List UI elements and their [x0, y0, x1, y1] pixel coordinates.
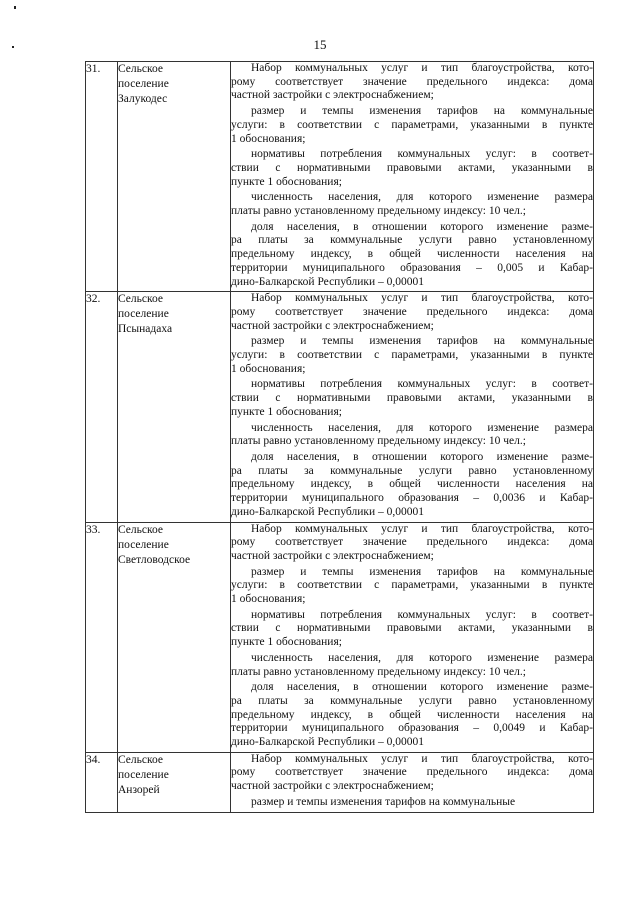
description-line: Набор коммунальных услуг и тип благоустройства, кото- [251, 752, 593, 765]
description-line: дино-Балкарской Республики – 0,00001 [231, 505, 425, 518]
row-number: 31. [86, 62, 118, 292]
description-line: предельному индексу, в общей численности населения на [231, 248, 593, 261]
description-line: размер и темпы изменения тарифов на коммунальные [251, 795, 516, 808]
description-line: численность населения, для которого изменение размера [251, 421, 593, 434]
description-line: платы равно установленному предельному индексу: 10 чел.; [231, 205, 526, 218]
description-line: частной застройки с электроснабжением; [231, 319, 434, 332]
description-line: численность населения, для которого изменение размера [251, 191, 593, 204]
description-line: Набор коммунальных услуг и тип благоустройства, кото- [251, 522, 593, 535]
description-line: услуги: в соответствии с параметрами, указанными в пункте [231, 579, 593, 592]
description-line: доля населения, в отношении которого изменение разме- [251, 450, 593, 463]
settlement-name [118, 522, 231, 752]
description-line: рому соответствует значение предельного индекса: дома [231, 536, 593, 549]
description-line: частной застройки с электроснабжением; [231, 89, 434, 102]
description-line: размер и темпы изменения тарифов на коммунальные [251, 565, 593, 578]
description-line: территории муниципального образования – 0,005 и Кабар- [231, 261, 593, 274]
description-line: рому соответствует значение предельного индекса: дома [231, 75, 593, 88]
description-paragraph [231, 681, 593, 750]
description-line: ра платы за коммунальные услуги равно установленному [231, 464, 593, 477]
description-paragraph [231, 335, 593, 376]
description-line: услуги: в соответствии с параметрами, указанными в пункте [231, 118, 593, 131]
description-paragraph [231, 292, 593, 333]
index-description [231, 752, 594, 812]
description-line: платы равно установленному предельному индексу: 10 чел.; [231, 665, 526, 678]
description-line: 1 обоснования; [231, 132, 306, 145]
description-line: нормативы потребления коммунальных услуг: в соответ- [251, 608, 593, 621]
table-row [86, 62, 594, 292]
page-number: 15 [313, 37, 327, 52]
description-paragraph [231, 753, 593, 794]
description-line: ра платы за коммунальные услуги равно установленному [231, 234, 593, 247]
description-line: пункте 1 обоснования; [231, 175, 342, 188]
settlement-name-line: поселение [118, 308, 169, 321]
description-line: Набор коммунальных услуг и тип благоустройства, кото- [251, 62, 593, 74]
settlement-name-line: поселение [118, 78, 169, 90]
settlement-name-line: Сельское [118, 523, 164, 536]
settlement-name-line: поселение [118, 538, 169, 551]
settlement-name-line: Псынадаха [118, 323, 173, 336]
description-line: 1 обоснования; [231, 362, 306, 375]
description-line: размер и темпы изменения тарифов на коммунальные [251, 335, 593, 348]
table-row [86, 292, 594, 522]
description-line: рому соответствует значение предельного индекса: дома [231, 305, 593, 318]
description-line: пункте 1 обоснования; [231, 405, 342, 418]
description-paragraph [231, 609, 593, 650]
description-line: Набор коммунальных услуг и тип благоустройства, кото- [251, 292, 593, 305]
description-line: доля населения, в отношении которого изменение разме- [251, 220, 593, 233]
description-line: территории муниципального образования – 0,0036 и Кабар- [231, 492, 593, 505]
settlement-name-line: поселение [118, 768, 169, 781]
scan-mark [12, 46, 14, 48]
settlement-name-line: Сельское [118, 753, 164, 766]
description-line: 1 обоснования; [231, 593, 306, 606]
description-line: услуги: в соответствии с параметрами, указанными в пункте [231, 349, 593, 362]
description-line: рому соответствует значение предельного индекса: дома [231, 766, 593, 779]
settlement-name-line: Светловодское [118, 553, 191, 566]
scan-mark [14, 6, 16, 9]
row-number: 32. [86, 292, 118, 522]
description-paragraph [231, 191, 593, 218]
settlement-name-line: Анзорей [118, 783, 160, 796]
description-line: ствии с нормативными правовыми актами, указанными в [231, 392, 593, 405]
row-number: 33. [86, 522, 118, 752]
description-line: дино-Балкарской Республики – 0,00001 [231, 736, 425, 749]
description-line: размер и темпы изменения тарифов на коммунальные [251, 105, 593, 118]
description-line: пункте 1 обоснования; [231, 636, 342, 649]
description-line: платы равно установленному предельному индексу: 10 чел.; [231, 435, 526, 448]
description-paragraph [231, 62, 593, 103]
settlement-name [118, 62, 231, 292]
description-line: частной застройки с электроснабжением; [231, 780, 434, 793]
description-paragraph [231, 652, 593, 679]
description-line: предельному индексу, в общей численности населения на [231, 708, 593, 721]
description-line: доля населения, в отношении которого изменение разме- [251, 681, 593, 694]
description-paragraph [231, 105, 593, 146]
index-description [231, 292, 594, 522]
table-row [86, 522, 594, 752]
description-paragraph [231, 451, 593, 520]
description-paragraph [231, 148, 593, 189]
description-line: нормативы потребления коммунальных услуг: в соответ- [251, 378, 593, 391]
settlement-name [118, 292, 231, 522]
description-paragraph [231, 422, 593, 449]
settlement-name-line: Сельское [118, 293, 164, 306]
row-number: 34. [86, 752, 118, 812]
description-line: ра платы за коммунальные услуги равно установленному [231, 694, 593, 707]
description-paragraph [231, 221, 593, 290]
description-line: частной застройки с электроснабжением; [231, 549, 434, 562]
description-line: территории муниципального образования – 0,0049 и Кабар- [231, 722, 593, 735]
settlements-table [85, 61, 594, 813]
description-line: численность населения, для которого изменение размера [251, 651, 593, 664]
description-paragraph [231, 523, 593, 564]
index-description [231, 62, 594, 292]
settlement-name-line: Залукодес [118, 93, 168, 105]
table-row [86, 752, 594, 812]
description-paragraph [231, 796, 593, 810]
description-line: ствии с нормативными правовыми актами, указанными в [231, 622, 593, 635]
description-line: дино-Балкарской Республики – 0,00001 [231, 275, 425, 288]
description-line: ствии с нормативными правовыми актами, указанными в [231, 161, 593, 174]
description-paragraph [231, 566, 593, 607]
settlement-name [118, 752, 231, 812]
index-description [231, 522, 594, 752]
settlement-name-line: Сельское [118, 63, 164, 75]
description-paragraph [231, 378, 593, 419]
description-line: предельному индексу, в общей численности населения на [231, 478, 593, 491]
description-line: нормативы потребления коммунальных услуг: в соответ- [251, 148, 593, 161]
